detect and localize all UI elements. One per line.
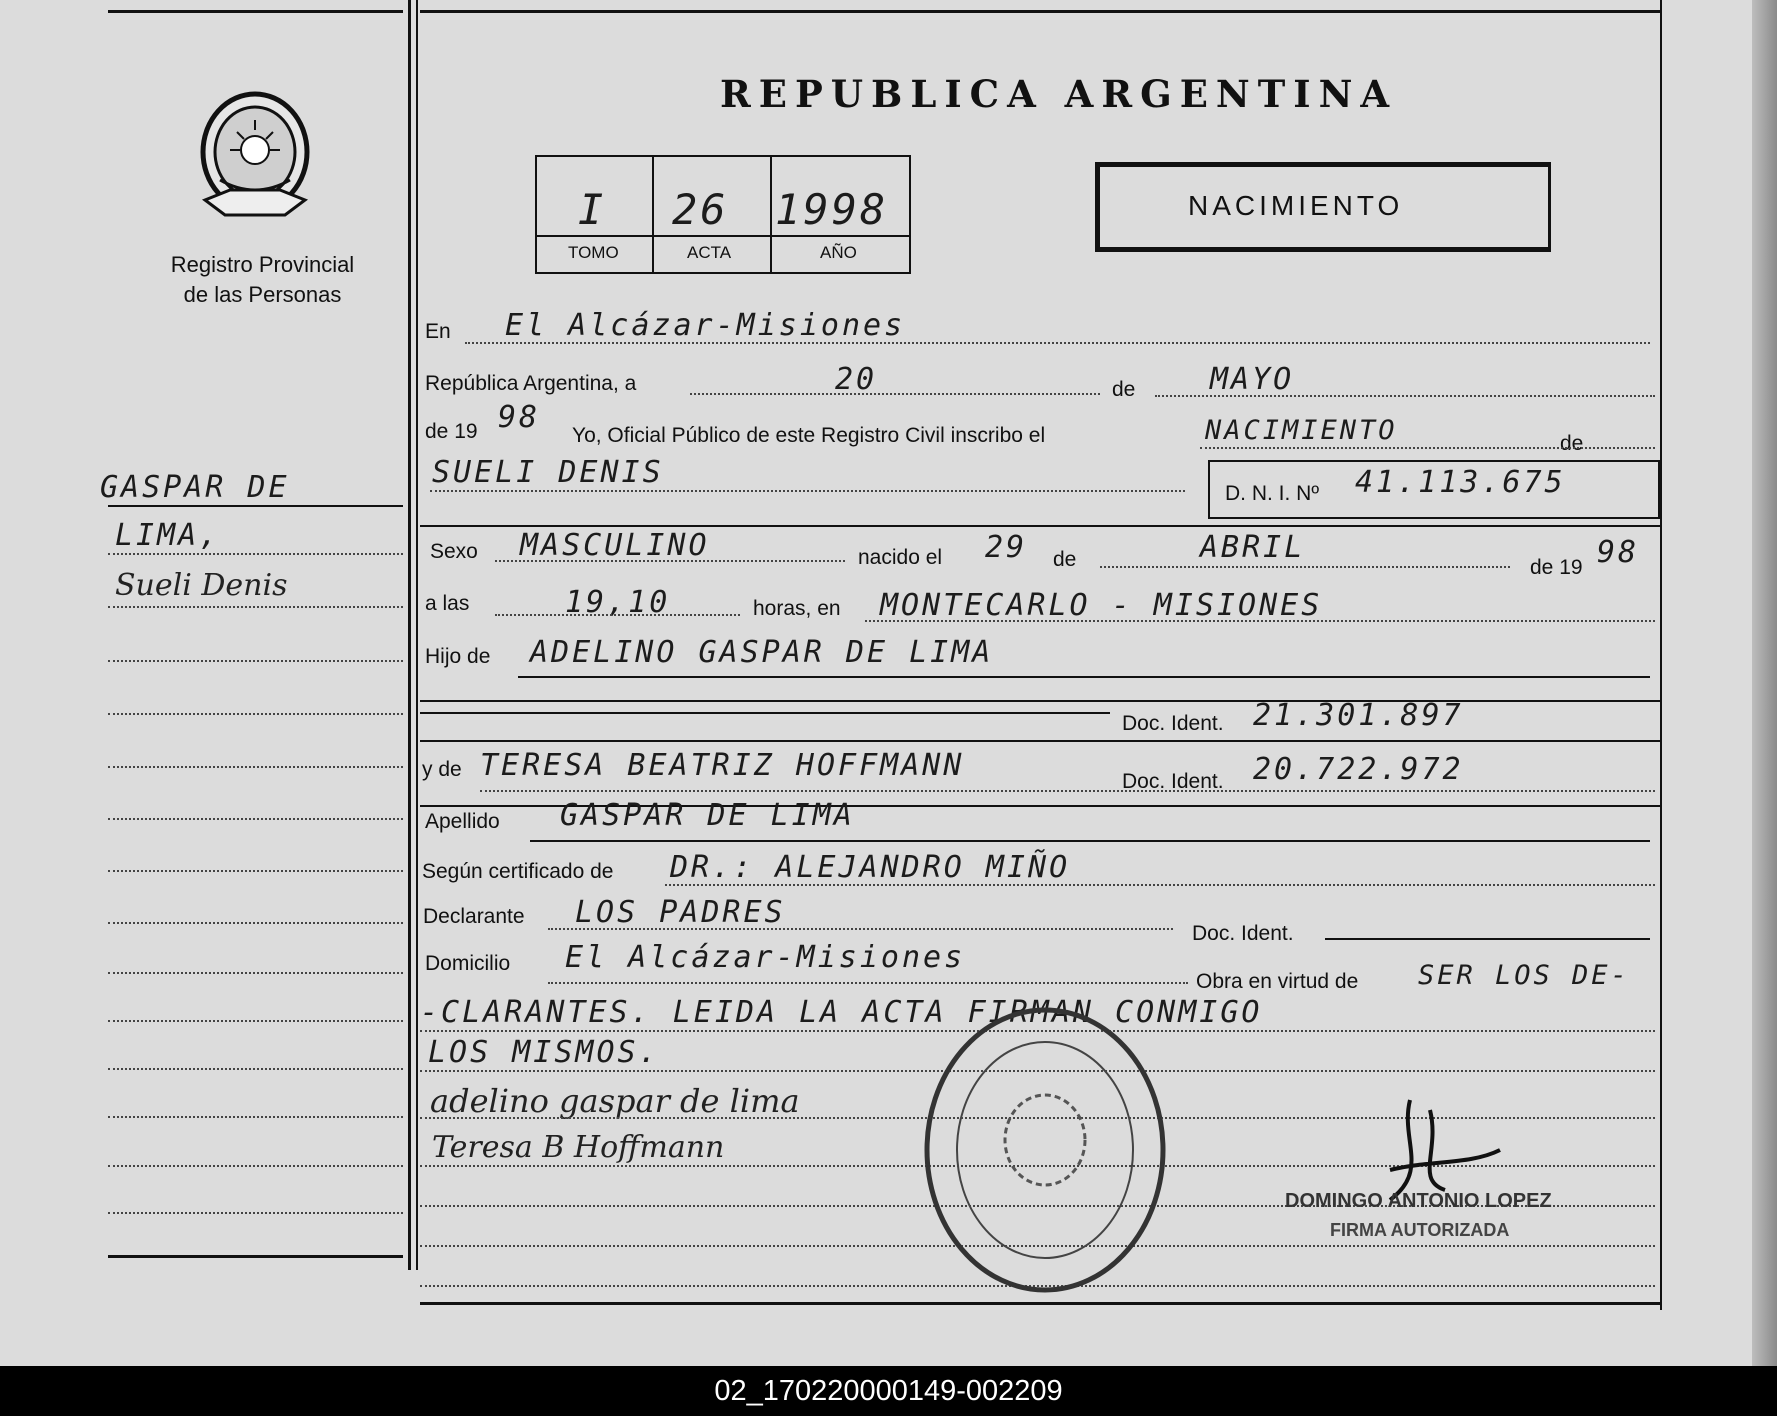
- value-birth-time: 19,10: [565, 585, 671, 620]
- value-reason-1: SER LOS DE-: [1418, 960, 1630, 991]
- label-doc-ident-father: Doc. Ident.: [1122, 712, 1224, 735]
- value-birth-year-suffix: 98: [1597, 535, 1640, 570]
- line-month: [1155, 395, 1655, 397]
- label-de-end: de: [1560, 432, 1584, 455]
- line-birth-place: [865, 620, 1655, 622]
- acta-label: ACTA: [687, 243, 732, 262]
- sidebar-dots-10: [108, 1020, 403, 1022]
- line-father-2: [420, 700, 1660, 702]
- label-doc-ident-declarant: Doc. Ident.: [1192, 922, 1294, 945]
- value-surname: GASPAR DE LIMA: [560, 798, 855, 833]
- value-sex: MASCULINO: [520, 528, 710, 563]
- label-sexo: Sexo: [430, 540, 478, 563]
- value-doctor: DR.: ALEJANDRO MIÑO: [670, 850, 1071, 885]
- record-type: NACIMIENTO: [1188, 190, 1404, 221]
- image-id-caption: 02_170220000149-002209: [0, 1366, 1777, 1416]
- acta-value: 26: [672, 185, 729, 234]
- value-place: El Alcázar-Misiones: [505, 308, 906, 343]
- ano-label: AÑO: [820, 243, 857, 262]
- sidebar-dots-2: [108, 606, 403, 608]
- label-obra: Obra en virtud de: [1196, 970, 1359, 993]
- right-border: [1660, 0, 1662, 1310]
- tomo-label: TOMO: [568, 243, 619, 262]
- value-mother: TERESA BEATRIZ HOFFMANN: [480, 748, 965, 783]
- sidebar-bottom-rule: [108, 1255, 403, 1258]
- column-divider: [408, 0, 411, 1270]
- sidebar-dots-5: [108, 766, 403, 768]
- line-declarant-doc: [1325, 938, 1650, 940]
- line-event: [1200, 447, 1655, 449]
- sidebar-dots-12: [108, 1116, 403, 1118]
- label-de-month: de: [1112, 378, 1136, 401]
- value-birth-day: 29: [985, 530, 1028, 565]
- top-rule-left: [108, 10, 403, 13]
- label-declarante: Declarante: [423, 905, 525, 928]
- page-edge: [1752, 0, 1777, 1366]
- value-mother-doc: 20.722.972: [1253, 752, 1464, 787]
- provincial-seal-icon: [190, 90, 320, 230]
- rule-after-dni: [420, 525, 1660, 527]
- label-de-19: de 19: [425, 420, 478, 443]
- column-divider-2: [416, 0, 418, 1270]
- sidebar-dots-13: [108, 1165, 403, 1167]
- record-box-divider-1: [652, 155, 654, 272]
- label-nacido-el: nacido el: [858, 546, 943, 569]
- top-rule-right: [420, 10, 1660, 13]
- label-domicilio: Domicilio: [425, 952, 511, 975]
- signature-mother: Teresa B Hoffmann: [432, 1130, 725, 1165]
- value-address: El Alcázar-Misiones: [565, 940, 966, 975]
- registry-line-2: de las Personas: [183, 282, 342, 307]
- line-birth-time: [495, 614, 740, 616]
- label-dni: D. N. I. Nº: [1225, 482, 1320, 505]
- line-father-3: [420, 712, 1110, 714]
- label-de-mid: de: [1053, 548, 1077, 571]
- value-birth-month: ABRIL: [1200, 530, 1306, 565]
- label-horas-en: horas, en: [753, 597, 841, 620]
- registry-line-1: Registro Provincial: [170, 252, 355, 277]
- value-month: MAYO: [1210, 362, 1295, 397]
- value-name: SUELI DENIS: [432, 455, 664, 490]
- country-title: REPUBLICA ARGENTINA: [720, 72, 1398, 116]
- label-hijo-de: Hijo de: [425, 645, 491, 668]
- line-name: [430, 490, 1185, 492]
- line-birth-month: [1100, 566, 1510, 568]
- official-name: DOMINGO ANTONIO LOPEZ: [1285, 1190, 1552, 1212]
- line-sex: [495, 560, 845, 562]
- label-en: En: [425, 320, 451, 343]
- value-dni: 41.113.675: [1355, 465, 1566, 500]
- official-title: FIRMA AUTORIZADA: [1330, 1220, 1510, 1240]
- line-day: [690, 393, 1100, 395]
- sidebar-dots-4: [108, 713, 403, 715]
- ano-value: 1998: [775, 185, 889, 234]
- record-box-hline: [535, 235, 909, 237]
- value-father: ADELINO GASPAR DE LIMA: [530, 635, 994, 670]
- value-year-suffix: 98: [498, 400, 541, 435]
- registry-name: [135, 250, 390, 310]
- bottom-rule: [420, 1302, 1660, 1305]
- official-stamp-icon: [915, 1000, 1175, 1300]
- record-box-divider-2: [770, 155, 772, 272]
- sidebar-rule-1: [108, 505, 403, 507]
- sidebar-name-line-3: Sueli Denis: [115, 568, 288, 603]
- line-doctor: [665, 884, 1655, 886]
- value-event: NACIMIENTO: [1205, 415, 1398, 446]
- value-reason-2: -CLARANTES. LEIDA LA ACTA FIRMAN CONMIGO: [420, 995, 1263, 1030]
- sidebar-dots-14: [108, 1212, 403, 1214]
- value-declarant: LOS PADRES: [575, 895, 786, 930]
- label-doc-ident-mother: Doc. Ident.: [1122, 770, 1224, 793]
- sidebar-dots-1: [108, 553, 403, 555]
- value-reason-3: LOS MISMOS.: [428, 1035, 660, 1070]
- sidebar-dots-7: [108, 870, 403, 872]
- sidebar-name-line-1: GASPAR DE: [100, 470, 290, 505]
- sidebar-name-line-2: LIMA,: [115, 518, 221, 553]
- value-father-doc: 21.301.897: [1253, 698, 1464, 733]
- sidebar-dots-6: [108, 818, 403, 820]
- label-y-de: y de: [422, 758, 462, 781]
- line-father: [518, 676, 1650, 678]
- label-apellido: Apellido: [425, 810, 500, 833]
- label-republica: República Argentina, a: [425, 372, 637, 395]
- line-declarant: [548, 928, 1173, 930]
- value-birth-place: MONTECARLO - MISIONES: [880, 588, 1323, 623]
- line-surname: [530, 840, 1650, 842]
- sidebar-dots-9: [108, 972, 403, 974]
- sidebar-dots-3: [108, 660, 403, 662]
- label-a-las: a las: [425, 592, 470, 615]
- signature-father: adelino gaspar de lima: [430, 1082, 800, 1120]
- label-segun: Según certificado de: [422, 860, 614, 883]
- line-place: [465, 342, 1650, 344]
- line-address: [548, 982, 1188, 984]
- label-yo-oficial: Yo, Oficial Público de este Registro Civil inscribo el: [572, 424, 1046, 447]
- tomo-value: I: [578, 185, 607, 234]
- sidebar-dots-8: [108, 922, 403, 924]
- sidebar-dots-11: [108, 1068, 403, 1070]
- rule-before-mother: [420, 740, 1660, 742]
- value-day: 20: [835, 362, 878, 397]
- label-de-19b: de 19: [1530, 556, 1583, 579]
- line-mother: [480, 790, 1655, 792]
